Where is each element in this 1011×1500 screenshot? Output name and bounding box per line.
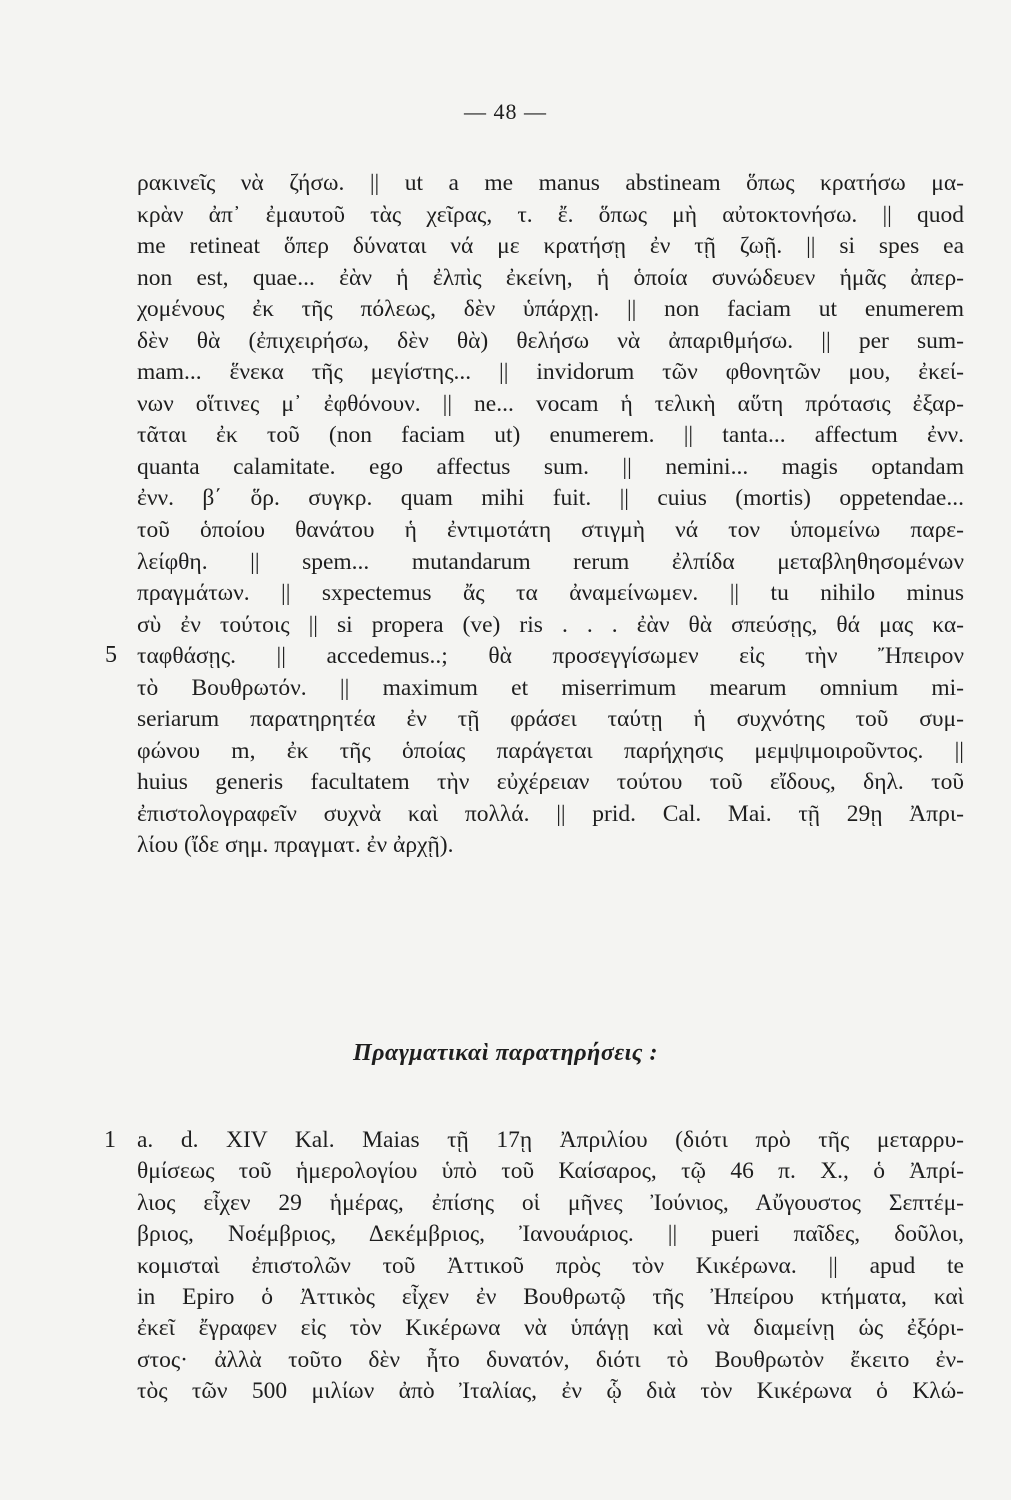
note-line: a. d. XIV Kal. Maias τῇ 17ῃ Ἀπριλίου (διότι πρὸ τῆς μεταρρυ- — [137, 1127, 964, 1153]
text-line: δὲν θὰ (ἐπιχειρήσω, δὲν θὰ) θελήσω νὰ ἀπαριθμήσω. || per sum- — [137, 327, 964, 354]
text-line: σὺ ἐν τούτοις || si propera (ve) ris . . . ἐὰν θὰ σπεύσῃς, θά μας κα- — [137, 611, 964, 638]
page-number: — 48 — — [464, 99, 547, 124]
note-line: βριος, Νοέμβριος, Δεκέμβριος, Ἰανουάριος. || pueri παῖδες, δοῦλοι, — [137, 1221, 964, 1248]
section-heading: Πραγματικαὶ παρατηρήσεις : — [353, 1040, 658, 1066]
commentary-text — [137, 168, 964, 862]
text-line: ρακινεῖς νὰ ζήσω. || ut a me manus abstineam ὅπως κρατήσω μα- — [137, 170, 964, 196]
text-line: λίου (ἴδε σημ. πραγματ. ἐν ἀρχῇ). — [137, 832, 454, 859]
note-line: in Epiro ὁ Ἀττικὸς εἶχεν ἐν Βουθρωτῷ τῆς Ἠπείρου κτήματα, καὶ — [137, 1283, 964, 1310]
note-line: θμίσεως τοῦ ἡμερολογίου ὑπὸ τοῦ Καίσαρος, τῷ 46 π. Χ., ὁ Ἀπρί- — [137, 1158, 964, 1185]
note-line: λιος εἶχεν 29 ἡμέρας, ἐπίσης οἱ μῆνες Ἰούνιος, Αὔγουστος Σεπτέμ- — [137, 1189, 964, 1216]
text-line: me retineat ὅπερ δύναται νά με κρατήσῃ ἐν τῇ ζωῇ. || si spes ea — [137, 233, 964, 260]
text-line: πραγμάτων. || sxpectemus ἄς τα ἀναμείνωμεν. || tu nihilo minus — [137, 580, 964, 607]
text-line: λείφθη. || spem... mutandarum rerum ἐλπίδα μεταβληθησομένων — [137, 548, 964, 575]
note-text — [137, 1125, 964, 1408]
text-line: τὸ Βουθρωτόν. || maximum et miserrimum mearum omnium mi- — [137, 674, 964, 701]
note-line: κομισταὶ ἐπιστολῶν τοῦ Ἀττικοῦ πρὸς τὸν Κικέρωνα. || apud te — [137, 1252, 964, 1279]
text-line: quanta calamitate. ego affectus sum. || nemini... magis optandam — [137, 453, 964, 480]
text-line: τοῦ ὁποίου θανάτου ἡ ἐντιμοτάτη στιγμὴ νά τον ὑπομείνω παρε- — [137, 517, 964, 544]
text-line: non est, quae... ἐὰν ἡ ἐλπὶς ἐκείνη, ἡ ὁποία συνώδευεν ἡμᾶς ἀπερ- — [137, 264, 964, 291]
text-line: τᾶται ἐκ τοῦ (non faciam ut) enumerem. || tanta... affectum ἐνν. — [137, 422, 964, 449]
note-line: στος· ἀλλὰ τοῦτο δὲν ἦτο δυνατόν, διότι τὸ Βουθρωτὸν ἔκειτο ἐν- — [137, 1346, 964, 1373]
text-line: mam... ἕνεκα τῆς μεγίστης... || invidorum τῶν φθονητῶν μου, ἐκεί- — [137, 359, 964, 386]
text-line: seriarum παρατηρητέα ἐν τῇ φράσει ταύτῃ ἡ συχνότης τοῦ συμ- — [137, 706, 964, 733]
note-line: ἐκεῖ ἔγραφεν εἰς τὸν Κικέρωνα νὰ ὑπάγῃ καὶ νὰ διαμείνῃ ὡς ἐξόρι- — [137, 1315, 964, 1342]
line-marker: 5 — [105, 642, 117, 668]
text-line: ἐπιστολογραφεῖν συχνὰ καὶ πολλά. || prid. Cal. Mai. τῇ 29ῃ Ἀπρι- — [137, 800, 964, 827]
text-line: huius generis facultatem τὴν εὐχέρειαν τούτου τοῦ εἴδους, δηλ. τοῦ — [137, 769, 964, 796]
note-line: τὸς τῶν 500 μιλίων ἀπὸ Ἰταλίας, ἐν ᾧ διὰ τὸν Κικέρωνα ὁ Κλώ- — [137, 1378, 964, 1405]
note-number: 1 — [104, 1127, 116, 1153]
text-line: χομένους ἐκ τῆς πόλεως, δὲν ὑπάρχῃ. || non faciam ut enumerem — [137, 296, 964, 323]
text-line: κρὰν ἀπ᾽ ἐμαυτοῦ τὰς χεῖρας, τ. ἔ. ὅπως μὴ αὐτοκτονήσω. || quod — [137, 201, 964, 228]
text-line: ἐνν. β΄ ὅρ. συγκρ. quam mihi fuit. || cuius (mortis) oppetendae... — [137, 485, 964, 512]
text-line: ταφθάσῃς. || accedemus..; θὰ προσεγγίσωμεν εἰς τὴν Ἤπειρον — [137, 643, 964, 670]
text-line: φώνου m, ἐκ τῆς ὁποίας παράγεται παρήχησις μεμψιμοιροῦντος. || — [137, 737, 964, 764]
text-line: νων οἵτινες μ᾽ ἐφθόνουν. || ne... vocam ἡ τελικὴ αὕτη πρότασις ἐξαρ- — [137, 390, 964, 417]
